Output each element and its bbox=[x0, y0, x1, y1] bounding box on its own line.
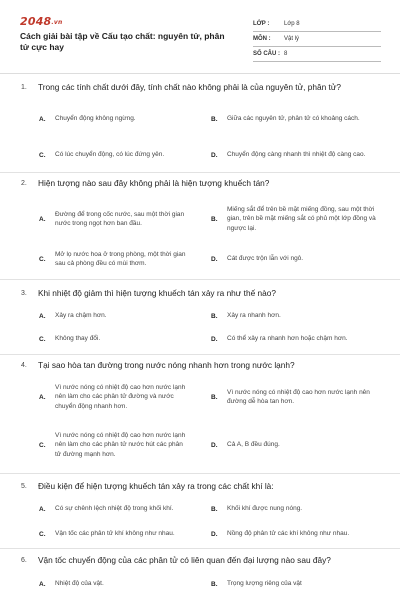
option-text: Nồng độ phân tử các khí không như nhau. bbox=[227, 530, 350, 538]
option-letter: B. bbox=[211, 393, 218, 401]
option-text: Vận tốc các phân tử khí không như nhau. bbox=[55, 530, 175, 538]
option-letter: B. bbox=[211, 215, 218, 223]
option-letter: C. bbox=[39, 151, 46, 159]
question-text: Vận tốc chuyển động của các phân tử có liên quan đến đại lượng nào sau đây? bbox=[38, 555, 331, 565]
option-letter: C. bbox=[39, 441, 46, 449]
question-head bbox=[21, 288, 378, 299]
option-text: Có thể xảy ra nhanh hơn hoặc chậm hơn. bbox=[227, 335, 348, 343]
option-text: Vì nước nóng có nhiệt độ cao hơn nước lạnh nên đường dễ hòa tan hơn. bbox=[227, 388, 370, 405]
option-text: Đường để trong cốc nước, sau một thời gian nước trong ngọt hơn ban đầu. bbox=[55, 210, 185, 227]
option-letter: A. bbox=[39, 505, 46, 513]
option-text: Không thay đổi. bbox=[55, 335, 101, 343]
question-divider bbox=[0, 473, 400, 474]
option-text: Mở lọ nước hoa ở trong phòng, một thời gian sau cả phòng đều có mùi thơm. bbox=[55, 250, 186, 267]
option-d[interactable] bbox=[211, 331, 381, 347]
meta-label: MÔN : bbox=[253, 36, 271, 42]
option-letter: D. bbox=[211, 530, 218, 538]
option-c[interactable] bbox=[39, 244, 189, 274]
option-letter: B. bbox=[211, 312, 218, 320]
option-letter: D. bbox=[211, 255, 218, 263]
option-letter: A. bbox=[39, 115, 46, 123]
question-text: Điều kiện để hiện tượng khuếch tán xảy ra trong các chất khí là: bbox=[38, 481, 274, 491]
logo-suffix: .vn bbox=[51, 19, 63, 26]
meta-row-grade bbox=[253, 17, 381, 32]
question-divider bbox=[0, 172, 400, 173]
meta-row-count bbox=[253, 47, 381, 62]
option-text: Nhiệt độ của vật. bbox=[55, 580, 104, 588]
option-letter: C. bbox=[39, 530, 46, 538]
question-number: 6. bbox=[21, 557, 27, 564]
option-letter: A. bbox=[39, 580, 46, 588]
option-b[interactable] bbox=[211, 308, 381, 324]
question-head bbox=[21, 555, 378, 566]
option-text: Có sự chênh lệch nhiệt độ trong khối khí. bbox=[55, 505, 174, 513]
option-a[interactable] bbox=[39, 378, 189, 416]
option-d[interactable] bbox=[211, 526, 381, 542]
option-letter: D. bbox=[211, 335, 218, 343]
option-a[interactable] bbox=[39, 576, 189, 592]
option-b[interactable] bbox=[211, 200, 381, 238]
meta-label: LỚP : bbox=[253, 21, 270, 27]
option-a[interactable] bbox=[39, 104, 189, 134]
option-letter: C. bbox=[39, 335, 46, 343]
question-number: 5. bbox=[21, 483, 27, 490]
question-head bbox=[21, 82, 378, 93]
question-head bbox=[21, 481, 378, 492]
option-d[interactable] bbox=[211, 244, 381, 274]
header-divider bbox=[0, 73, 400, 74]
meta-label: SỐ CÂU : bbox=[253, 51, 280, 57]
document-meta bbox=[253, 17, 381, 62]
question-number: 3. bbox=[21, 290, 27, 297]
option-text: Chuyển động càng nhanh thì nhiệt độ càng cao. bbox=[227, 151, 366, 159]
option-c[interactable] bbox=[39, 426, 189, 464]
question-divider bbox=[0, 548, 400, 549]
option-d[interactable] bbox=[211, 140, 381, 170]
logo-main: 2048 bbox=[20, 15, 52, 28]
meta-value: Vật lý bbox=[284, 36, 300, 42]
meta-value: Lớp 8 bbox=[284, 21, 300, 27]
question-text: Hiện tượng nào sau đây không phải là hiện tượng khuếch tán? bbox=[38, 178, 270, 188]
option-text: Vì nước nóng có nhiệt độ cao hơn nước lạnh nên làm cho các phân tử nước hút các phân tử đường mạnh hơn. bbox=[55, 431, 186, 458]
option-letter: B. bbox=[211, 505, 218, 513]
option-text: Miếng sắt để trên bề mặt miếng đồng, sau một thời gian, trên bề mặt miếng sắt có phủ một lớp đồng và ngược lại. bbox=[227, 205, 376, 232]
option-b[interactable] bbox=[211, 501, 381, 517]
meta-row-subject bbox=[253, 32, 381, 47]
option-text: Cả A, B đều đúng. bbox=[227, 441, 280, 449]
question-text: Trong các tính chất dưới đây, tính chất nào không phải là của nguyên tử, phân tử? bbox=[38, 82, 342, 92]
option-letter: D. bbox=[211, 151, 218, 159]
question-head bbox=[21, 178, 378, 189]
document-title: Cách giải bài tập về Cấu tạo chất: nguyên tử, phân tử cực hay bbox=[20, 31, 225, 52]
option-text: Có lúc chuyển động, có lúc đứng yên. bbox=[55, 151, 165, 159]
option-letter: B. bbox=[211, 580, 218, 588]
option-a[interactable] bbox=[39, 200, 189, 238]
site-logo[interactable] bbox=[20, 15, 62, 28]
question-text: Khi nhiệt độ giảm thì hiện tượng khuếch tán xảy ra như thế nào? bbox=[38, 288, 276, 298]
question-number: 2. bbox=[21, 180, 27, 187]
document-header bbox=[0, 0, 400, 74]
option-b[interactable] bbox=[211, 576, 381, 592]
option-c[interactable] bbox=[39, 526, 189, 542]
option-text: Khối khí được nung nóng. bbox=[227, 505, 303, 513]
meta-value: 8 bbox=[284, 51, 288, 57]
option-text: Vì nước nóng có nhiệt độ cao hơn nước lạnh nên làm cho các phân tử đường và nước chuyển động nhanh hơn. bbox=[55, 383, 186, 410]
option-a[interactable] bbox=[39, 308, 189, 324]
option-text: Chuyển động không ngừng. bbox=[55, 115, 136, 123]
option-b[interactable] bbox=[211, 104, 381, 134]
question-number: 1. bbox=[21, 84, 27, 91]
option-c[interactable] bbox=[39, 331, 189, 347]
option-letter: A. bbox=[39, 215, 46, 223]
option-text: Trọng lượng riêng của vật bbox=[227, 580, 302, 588]
option-text: Giữa các nguyên tử, phân tử có khoảng cách. bbox=[227, 115, 360, 123]
option-letter: C. bbox=[39, 255, 46, 263]
option-letter: B. bbox=[211, 115, 218, 123]
option-c[interactable] bbox=[39, 140, 189, 170]
question-head bbox=[21, 360, 378, 371]
option-d[interactable] bbox=[211, 426, 381, 464]
question-divider bbox=[0, 354, 400, 355]
option-letter: A. bbox=[39, 393, 46, 401]
option-b[interactable] bbox=[211, 378, 381, 416]
question-text: Tại sao hòa tan đường trong nước nóng nhanh hơn trong nước lạnh? bbox=[38, 360, 295, 370]
option-letter: D. bbox=[211, 441, 218, 449]
option-text: Xảy ra chậm hơn. bbox=[55, 312, 107, 320]
option-letter: A. bbox=[39, 312, 46, 320]
option-a[interactable] bbox=[39, 501, 189, 517]
question-number: 4. bbox=[21, 362, 27, 369]
question-divider bbox=[0, 279, 400, 280]
option-text: Cát được trộn lẫn với ngô. bbox=[227, 255, 304, 263]
option-text: Xảy ra nhanh hơn. bbox=[227, 312, 281, 320]
